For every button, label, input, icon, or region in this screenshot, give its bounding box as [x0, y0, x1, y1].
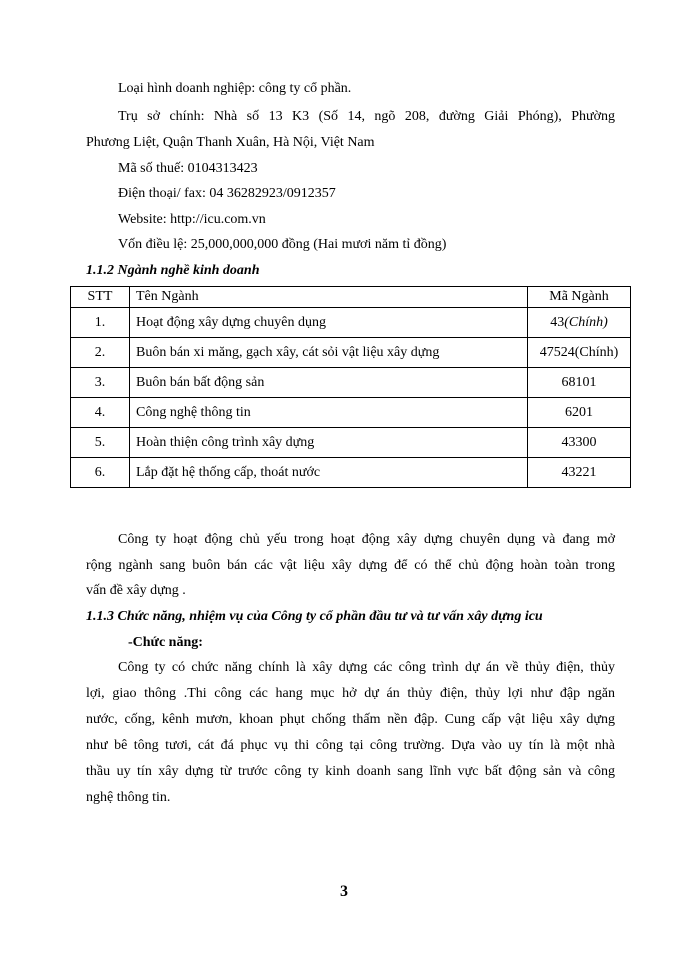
paragraph-1-line-1: Công ty hoạt động chủ yếu trong hoạt động xây dựng chuyên dụng và đang mở	[118, 532, 615, 547]
page-number: 3	[340, 883, 348, 900]
row-stt: 3.	[71, 368, 130, 398]
row-code: 43221	[528, 458, 631, 488]
section-heading-1-1-3: 1.1.3 Chức năng, nhiệm vụ của Công ty cổ phần đầu tư và tư vấn xây dựng icu	[86, 609, 543, 624]
business-lines-table	[70, 286, 631, 488]
header-code: Mã Ngành	[528, 287, 631, 308]
paragraph-2-line-3: nước, cống, kênh mươn, khoan phụt chống thấm nền đập. Cung cấp vật liệu xây dựng	[86, 712, 615, 727]
headquarters-line-2: Phương Liệt, Quận Thanh Xuân, Hà Nội, Việt Nam	[86, 135, 375, 150]
row-name: Lắp đặt hệ thống cấp, thoát nước	[130, 458, 528, 488]
row-code-main: 43	[550, 314, 565, 330]
table-row	[71, 338, 631, 368]
paragraph-2-line-5: thầu uy tín xây dựng từ trước công ty kinh doanh sang lĩnh vực bất động sản và công	[86, 764, 615, 779]
row-stt: 6.	[71, 458, 130, 488]
website: Website: http://icu.com.vn	[118, 212, 266, 227]
paragraph-2-line-2: lợi, giao thông .Thi công các hang mục hở dự án thủy điện, thủy lợi như đập ngăn	[86, 686, 615, 701]
paragraph-2-line-1: Công ty có chức năng chính là xây dựng các công trình dự án về thủy điện, thủy	[118, 660, 615, 675]
row-name: Buôn bán xi măng, gạch xây, cát sỏi vật liệu xây dựng	[130, 338, 528, 368]
table-row	[71, 308, 631, 338]
row-stt: 5.	[71, 428, 130, 458]
row-code	[528, 308, 631, 338]
paragraph-2-line-6: nghệ thông tin.	[86, 790, 171, 805]
function-label: -Chức năng:	[128, 635, 203, 650]
section-heading-1-1-2: 1.1.2 Ngành nghề kinh doanh	[86, 263, 260, 278]
row-name: Hoạt động xây dựng chuyên dụng	[130, 308, 528, 338]
headquarters-line-1: Trụ sở chính: Nhà số 13 K3 (Số 14, ngõ 208, đường Giải Phóng), Phường	[118, 109, 615, 124]
row-name: Công nghệ thông tin	[130, 398, 528, 428]
paragraph-1-line-3: vấn đề xây dựng .	[86, 583, 186, 598]
row-code: 68101	[528, 368, 631, 398]
phone-fax: Điện thoại/ fax: 04 36282923/0912357	[118, 186, 336, 201]
table-row	[71, 428, 631, 458]
row-stt: 1.	[71, 308, 130, 338]
table-row	[71, 368, 631, 398]
header-name: Tên Ngành	[130, 287, 528, 308]
row-code: 47524(Chính)	[528, 338, 631, 368]
row-name: Buôn bán bất động sản	[130, 368, 528, 398]
row-stt: 2.	[71, 338, 130, 368]
row-code: 43300	[528, 428, 631, 458]
header-stt: STT	[71, 287, 130, 308]
row-code: 6201	[528, 398, 631, 428]
row-stt: 4.	[71, 398, 130, 428]
paragraph-2-line-4: như bê tông tươi, cát đá phục vụ thi công tại công trường. Dựa vào uy tín là một nhà	[86, 738, 615, 753]
row-name: Hoàn thiện công trình xây dựng	[130, 428, 528, 458]
company-type: Loại hình doanh nghiệp: công ty cổ phần.	[118, 81, 352, 96]
table-row	[71, 458, 631, 488]
tax-code: Mã số thuế: 0104313423	[118, 161, 258, 176]
row-code-suffix: (Chính)	[564, 314, 608, 330]
charter-capital: Vốn điều lệ: 25,000,000,000 đồng (Hai mươi năm tỉ đồng)	[118, 237, 447, 252]
table-header-row	[71, 287, 631, 308]
paragraph-1-line-2: rộng ngành sang buôn bán các vật liệu xây dựng để có thể chủ động hoàn toàn trong	[86, 558, 615, 573]
table-row	[71, 398, 631, 428]
